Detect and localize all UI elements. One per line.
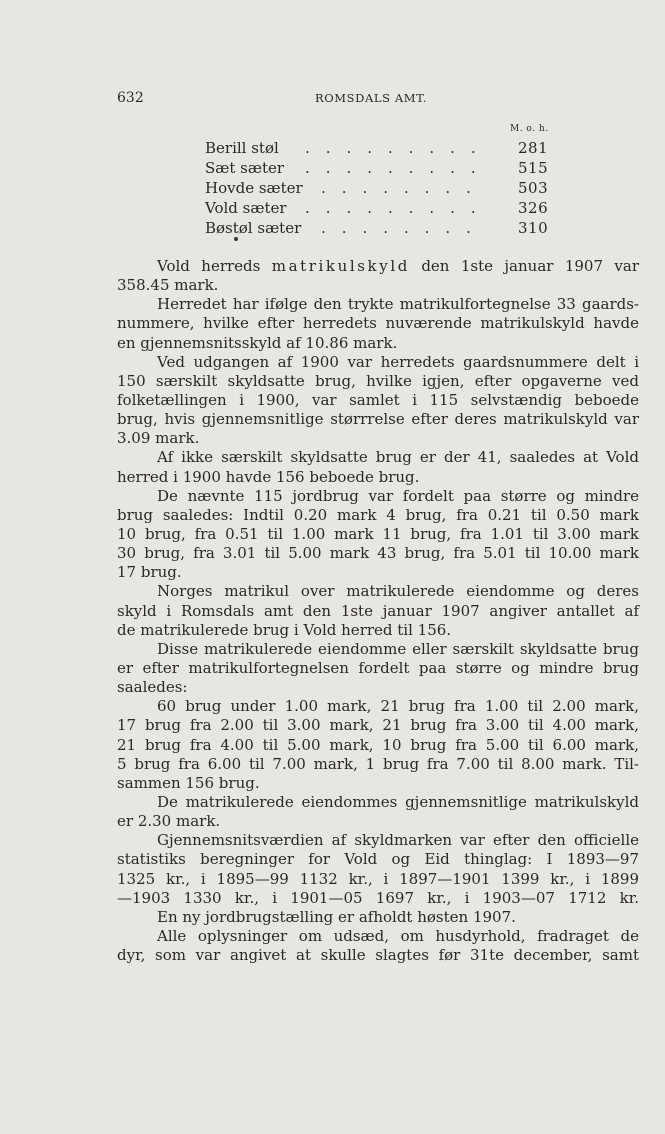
- text-line: en gjennemsnitsskyld af 10.86 mark.: [117, 333, 398, 352]
- running-title: ROMSDALS AMT.: [315, 91, 427, 105]
- text-line: —1903 1330 kr., i 1901—05 1697 kr., i 1903—07 1712 kr.: [117, 888, 639, 907]
- row-name: Bøstøl sæter: [205, 219, 302, 237]
- table-row: [205, 179, 565, 199]
- text-line: folketællingen i 1900, var samlet i 115 selvstændig beboede: [117, 390, 639, 409]
- text-line: De nævnte 115 jordbrug var fordelt paa større og mindre: [157, 486, 639, 505]
- text-line: herred i 1900 havde 156 beboede brug.: [117, 467, 420, 486]
- text-line: Gjennemsnitsværdien af skyldmarken var efter den officielle: [157, 831, 639, 850]
- text-line: dyr, som var angivet at skulle slagtes før 31te december, samt: [117, 946, 639, 965]
- text-line: saaledes:: [117, 678, 188, 697]
- text-line: Af ikke særskilt skyldsatte brug er der 41, saaledes at Vold: [157, 448, 639, 467]
- text-line: de matrikulerede brug i Vold herred til 156.: [117, 620, 452, 639]
- body-text: [117, 257, 639, 965]
- row-name: Hovde sæter: [205, 179, 303, 197]
- text-line: Herredet har ifølge den trykte matrikulfortegnelse 33 gaards-: [157, 295, 639, 314]
- row-name: Berill støl: [205, 139, 279, 157]
- text-line: 10 brug, fra 0.51 til 1.00 mark 11 brug, fra 1.01 til 3.00 mark: [117, 524, 639, 543]
- text-line: er 2.30 mark.: [117, 812, 221, 831]
- row-altitude: 310: [518, 219, 549, 237]
- text-line: De matrikulerede eiendommes gjennemsnitlige matrikulskyld: [157, 792, 639, 811]
- row-leader-dots: . . . . . . . . .: [305, 199, 482, 217]
- text-line: Norges matrikul over matrikulerede eiendomme og deres: [157, 582, 639, 601]
- text-line: 3.09 mark.: [117, 429, 200, 448]
- table-row: [205, 219, 565, 239]
- row-leader-dots: . . . . . . . .: [321, 219, 477, 237]
- table-row: [205, 159, 565, 179]
- text-line: Ved udgangen af 1900 var herredets gaardsnummere delt i: [157, 352, 639, 371]
- bullet-mark: [234, 237, 238, 241]
- text-line: Disse matrikulerede eiendomme eller særskilt skyldsatte brug: [157, 639, 639, 658]
- unit-label: M. o. h.: [510, 124, 549, 134]
- text-line: 17 brug.: [117, 563, 182, 582]
- row-name: Vold sæter: [205, 199, 287, 217]
- page-header: [117, 90, 637, 108]
- text-line: 30 brug, fra 3.01 til 5.00 mark 43 brug, fra 5.01 til 10.00 mark: [117, 544, 639, 563]
- row-leader-dots: . . . . . . . . .: [305, 139, 482, 157]
- text-line: sammen 156 brug.: [117, 773, 260, 792]
- text-line: 5 brug fra 6.00 til 7.00 mark, 1 brug fra 7.00 til 8.00 mark. Til-: [117, 754, 639, 773]
- text-line: statistiks beregninger for Vold og Eid thinglag: I 1893—97: [117, 850, 639, 869]
- text-line: 150 særskilt skyldsatte brug, hvilke igjen, efter opgaverne ved: [117, 371, 639, 390]
- text-line: 358.45 mark.: [117, 276, 219, 295]
- text-line: brug saaledes: Indtil 0.20 mark 4 brug, fra 0.21 til 0.50 mark: [117, 505, 639, 524]
- text-segment: Vold herreds: [157, 257, 272, 275]
- row-name: Sæt sæter: [205, 159, 285, 177]
- table-row: [205, 199, 565, 219]
- text-line: En ny jordbrugstælling er afholdt høsten 1907.: [157, 907, 516, 926]
- text-line: Alle oplysninger om udsæd, om husdyrhold, fradraget de: [157, 926, 639, 945]
- row-leader-dots: . . . . . . . . .: [305, 159, 482, 177]
- text-line: 21 brug fra 4.00 til 5.00 mark, 10 brug fra 5.00 til 6.00 mark,: [117, 735, 639, 754]
- text-segment: den 1ste januar 1907 var: [409, 257, 639, 275]
- table-row: [205, 139, 565, 159]
- row-altitude: 503: [518, 179, 549, 197]
- text-line: 17 brug fra 2.00 til 3.00 mark, 21 brug fra 3.00 til 4.00 mark,: [117, 716, 639, 735]
- row-altitude: 281: [518, 139, 549, 157]
- spaced-term: matrikulskyld: [271, 257, 410, 275]
- page-number: 632: [117, 90, 144, 106]
- text-line: nummere, hvilke efter herredets nuværende matrikulskyld havde: [117, 314, 639, 333]
- text-line: 1325 kr., i 1895—99 1132 kr., i 1897—1901 1399 kr., i 1899: [117, 869, 639, 888]
- text-line: [117, 257, 639, 276]
- row-leader-dots: . . . . . . . .: [321, 179, 477, 197]
- row-altitude: 515: [518, 159, 549, 177]
- row-altitude: 326: [518, 199, 549, 217]
- text-line: er efter matrikulfortegnelsen fordelt paa større og mindre brug: [117, 658, 639, 677]
- text-line: skyld i Romsdals amt den 1ste januar 1907 angiver antallet af: [117, 601, 639, 620]
- text-line: brug, hvis gjennemsnitlige størrrelse efter deres matrikulskyld var: [117, 410, 639, 429]
- text-line: 60 brug under 1.00 mark, 21 brug fra 1.00 til 2.00 mark,: [157, 697, 639, 716]
